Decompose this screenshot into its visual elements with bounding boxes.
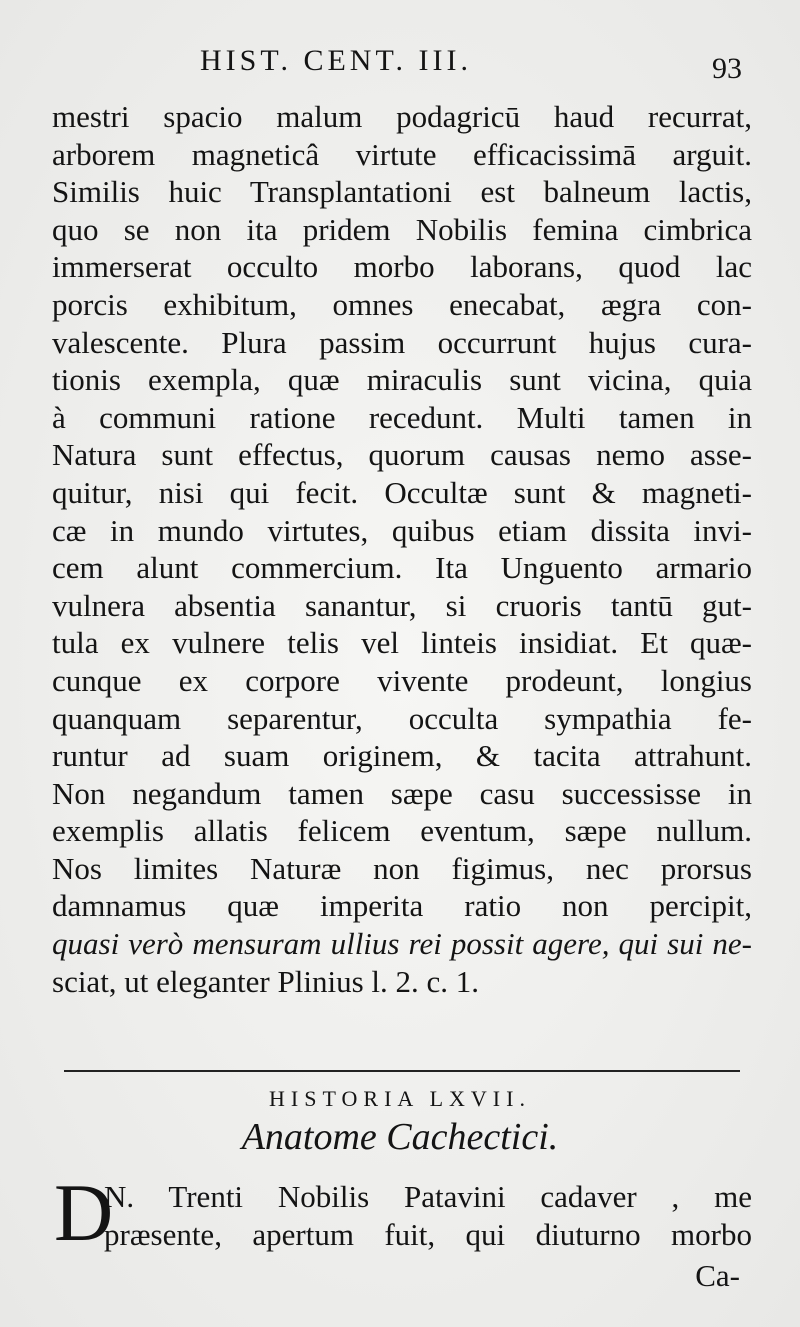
second-paragraph: [104, 1178, 752, 1253]
text-line: exemplis allatis felicem eventum, sæpe nullum.: [52, 813, 752, 849]
text-line: valescente. Plura passim occurrunt hujus cura-: [52, 324, 752, 360]
text-line: immerserat occulto morbo laborans, quod lac: [52, 249, 752, 285]
text-line-italic: quasi verò mensuram ullius rei possit agere, qui sui ne-: [52, 926, 752, 962]
section-title: Anatome Cachectici.: [241, 1116, 559, 1158]
text-line: porcis exhibitum, omnes enecabat, ægra con-: [52, 286, 752, 322]
text-line: damnamus quæ imperita ratio non percipit,: [52, 888, 752, 924]
text-line: vulnera absentia sanantur, si cruoris tantū gut-: [52, 587, 752, 623]
body-text: [52, 98, 752, 1000]
text-line: cunque ex corpore vivente prodeunt, longius: [52, 662, 752, 698]
text-line: Non negandum tamen sæpe casu successisse in: [52, 775, 752, 811]
text-line: Similis huic Transplantationi est balneum lactis,: [52, 174, 752, 210]
text-line: Nos limites Naturæ non figimus, nec prorsus: [52, 850, 752, 886]
running-head: HIST. CENT. III.: [200, 44, 473, 77]
text-line: cem alunt commercium. Ita Unguento armario: [52, 550, 752, 586]
text-line: quanquam separentur, occulta sympathia fe-: [52, 700, 752, 736]
drop-cap: D: [54, 1167, 114, 1258]
text-line: arborem magneticâ virtute efficacissimā arguit.: [52, 136, 752, 172]
text-line-last: sciat, ut eleganter Plinius l. 2. c. 1.: [52, 963, 480, 999]
section-label: HISTORIA LXVII.: [269, 1086, 531, 1111]
text-line: cæ in mundo virtutes, quibus etiam dissita invi-: [52, 512, 752, 548]
text-line: quo se non ita pridem Nobilis femina cimbrica: [52, 211, 752, 247]
section-rule: [64, 1070, 740, 1072]
text-line: runtur ad suam originem, & tacita attrahunt.: [52, 738, 752, 774]
text-line: Natura sunt effectus, quorum causas nemo asse-: [52, 437, 752, 473]
text-line: N. Trenti Nobilis Patavini cadaver , me: [104, 1179, 752, 1214]
page-number: 93: [712, 52, 742, 85]
catchword: Ca-: [695, 1258, 740, 1293]
text-line: quitur, nisi qui fecit. Occultæ sunt & magneti-: [52, 474, 752, 510]
text-line: à communi ratione recedunt. Multi tamen in: [52, 399, 752, 435]
text-line: præsente, apertum fuit, qui diuturno morbo: [104, 1216, 752, 1252]
text-line: tionis exempla, quæ miraculis sunt vicina, quia: [52, 362, 752, 398]
text-line: tula ex vulnere telis vel linteis insidiat. Et quæ-: [52, 625, 752, 661]
text-line: mestri spacio malum podagricū haud recurrat,: [52, 99, 752, 134]
